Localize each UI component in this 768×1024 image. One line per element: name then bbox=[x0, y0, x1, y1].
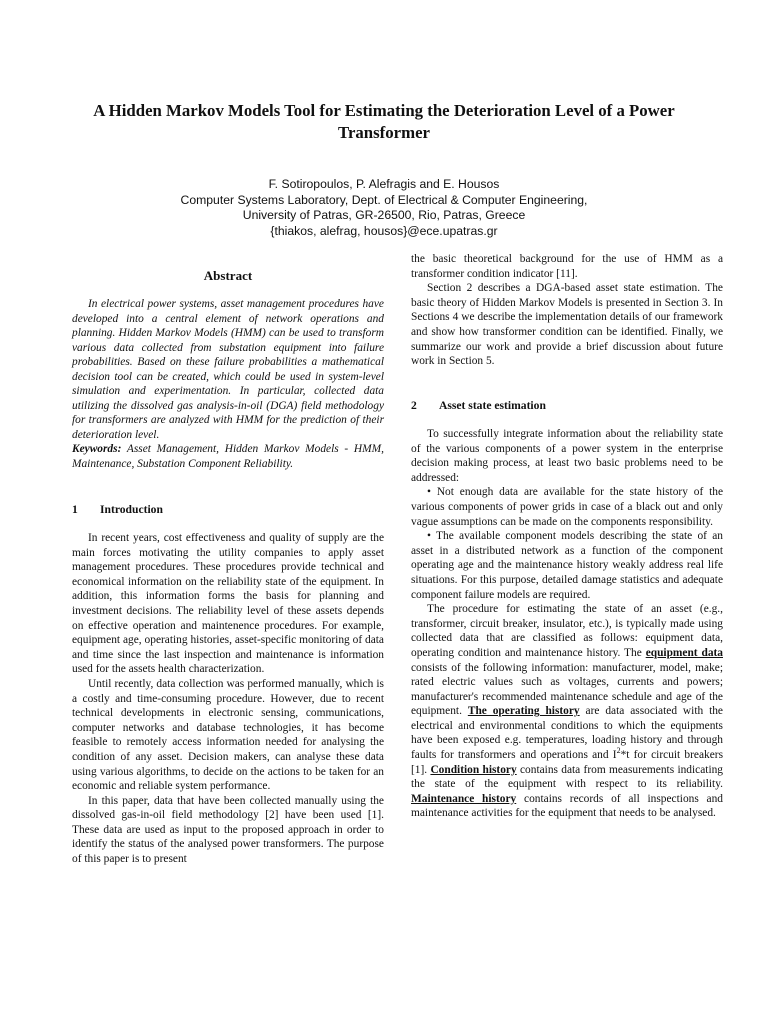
abstract-text: In electrical power systems, asset management procedures have developed into a central element of network operations and planning. Hidden Markov Models (HMM) can be used to transform various data collected from substation equipment into failure probabilities. Based on these failure probabilities a mathematical decision tool can be created, which could be used in system-level simulation and experimentation. In particular, collected data utilizing the dissolved gas analysis-in-oil (DGA) field methodology for transformers are analyzed with HMM for the prediction of their deterioration level. bbox=[72, 298, 384, 441]
continuation-paragraph: the basic theoretical background for the use of HMM as a transformer condition indicator [11]. bbox=[411, 253, 723, 280]
bullet-item-1: • Not enough data are available for the state history of the various components of power grids in case of a black out and only vague assumptions can be made on the components responsibility. bbox=[411, 486, 723, 528]
superscript-2: 2 bbox=[616, 746, 621, 756]
author-block bbox=[120, 177, 648, 239]
section-2-heading bbox=[411, 399, 546, 412]
keywords-text: Asset Management, Hidden Markov Models - HMM, Maintenance, Substation Component Reliability. bbox=[72, 443, 384, 470]
affiliation-line-1: Computer Systems Laboratory, Dept. of Electrical & Computer Engineering, bbox=[180, 192, 588, 207]
para2-part-c: are data associated with the electrical and environmental conditions to which the equipments have been exposed e.g. temperatures, loading history and through faults for transformers and operations and I bbox=[411, 705, 723, 762]
right-column-continuation bbox=[411, 252, 723, 369]
intro-paragraph-2: Until recently, data collection was performed manually, which is a costly and time-consuming procedure. However, due to recent technical developments in electronic sensing, communications, computer networks and database technologies, it has become feasible to remotely access information needed for analysing the condition of any asset. Decision makers, can analyse these data using various algorithms, to decide on the actions to be taken for an economic and reliable system performance. bbox=[72, 677, 384, 793]
abstract-heading: Abstract bbox=[203, 268, 253, 283]
intro-paragraph-3: In this paper, data that have been collected manually using the dissolved gas-in-oil field methodology [2] have been used [1]. These data are used as input to the proposed approach in order to identify the status of the analysed power transformers. The purpose of this paper is to present bbox=[72, 794, 384, 866]
bullet-item-2: • The available component models describing the state of an asset in a distributed network as a function of the component operating age and the maintenance history weakly address real life situations. For this purpose, detailed damage statistics and adequate component failure models are required. bbox=[411, 530, 723, 601]
paper-title: A Hidden Markov Models Tool for Estimating the Deterioration Level of a Power Transformer bbox=[93, 101, 675, 142]
keywords-label: Keywords: bbox=[72, 443, 122, 455]
keywords-paragraph bbox=[72, 442, 384, 471]
term-condition-history: Condition history bbox=[430, 763, 517, 776]
section-2-body bbox=[411, 427, 723, 821]
author-emails: {thiakos, alefrag, housos}@ece.upatras.gr bbox=[270, 223, 498, 238]
section-1-heading bbox=[72, 503, 163, 516]
section-1-number: 1 bbox=[72, 503, 78, 516]
para2-part-d: *t for circuit breakers [1]. bbox=[411, 749, 724, 776]
section-1-title: Introduction bbox=[100, 503, 163, 516]
para2-part-f: contains records of all inspections and maintenance activities for the equipment that needs to be analysed. bbox=[411, 792, 723, 820]
term-equipment-data: equipment data bbox=[645, 646, 723, 659]
author-names: F. Sotiropoulos, P. Alefragis and E. Housos bbox=[268, 177, 500, 191]
section-2-paragraph-2 bbox=[411, 602, 723, 821]
section-1-body bbox=[72, 531, 384, 867]
section-2-paragraph-1: To successfully integrate information about the reliability state of the various components of a power system in the enterprise decision making process, at least two basic problems need to be addressed: bbox=[411, 428, 723, 484]
para2-part-e: contains data from measurements indicating the state of the equipment with respect to its reliability. bbox=[411, 763, 724, 791]
abstract-section bbox=[72, 297, 384, 471]
term-operating-history: The operating history bbox=[467, 705, 580, 718]
section-2-number: 2 bbox=[411, 399, 417, 412]
section-2-title: Asset state estimation bbox=[439, 399, 546, 412]
intro-paragraph-1: In recent years, cost effectiveness and quality of supply are the main forces motivating the utility companies to apply asset management procedures. These procedures provide technical and economical information on the reliability state of the equipment. In addition, this information forms the basis for planning and investment decisions. The reliability level of these assets depends on effective operation and maintenence procedures. For example, equipment age, operating histories, asset-specific monitoring of data and time since the last inspection and maintenance is information used for the assets health characterization. bbox=[72, 532, 384, 676]
affiliation-line-2: University of Patras, GR-26500, Rio, Patras, Greece bbox=[242, 208, 526, 222]
para2-part-b: consists of the following information: manufacturer, model, make; rated electric values such as voltages, currents and powers; manufacturer's recommended maintenance schedule and age of the equipment. bbox=[411, 661, 723, 718]
outline-paragraph: Section 2 describes a DGA-based asset state estimation. The basic theory of Hidden Markov Models is presented in Section 3. In Sections 4 we describe the implementation details of our framework and show how transformer condition can be identified. Finally, we summarize our work and provide a brief discussion about future work in Section 5. bbox=[411, 282, 723, 368]
term-maintenance-history: Maintenance history bbox=[411, 792, 517, 805]
para2-part-a: The procedure for estimating the state of an asset (e.g., transformer, circuit breaker, insulator, etc.), is typically made using collected data that are classified as follows: equipment data, operating condition and maintenance history. The bbox=[411, 603, 723, 659]
